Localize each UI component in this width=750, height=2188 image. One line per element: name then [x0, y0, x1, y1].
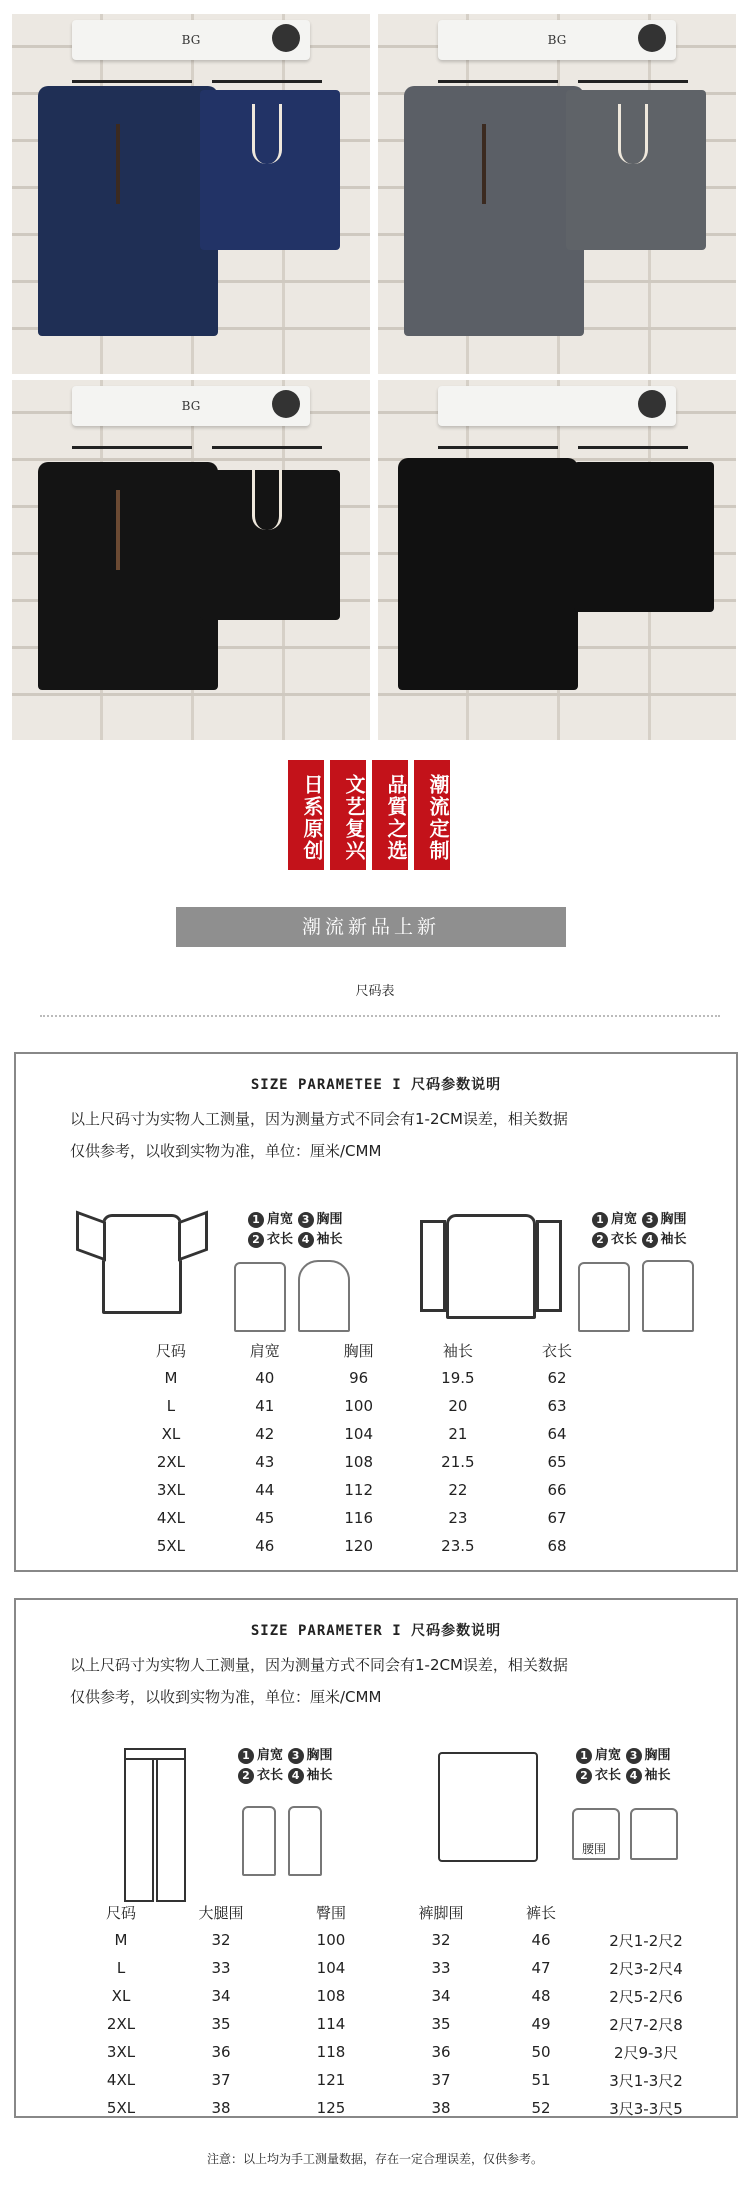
table-cell: 20: [448, 1397, 468, 1415]
legend-label: 肩宽: [595, 1748, 622, 1763]
table-cell: 34: [211, 1987, 231, 2005]
jacket-icon: [642, 1260, 694, 1332]
badge-quality: 品質之选: [372, 760, 408, 870]
table-cell: 49: [531, 2015, 551, 2033]
feature-badges: [288, 760, 450, 870]
joggers-icon: [288, 1806, 322, 1876]
legend-number: 2: [238, 1768, 254, 1784]
legend-label: 胸围: [306, 1748, 333, 1763]
legend-label: 袖长: [306, 1768, 333, 1783]
legend-number: 4: [626, 1768, 642, 1784]
table-cell: 40: [255, 1369, 275, 1387]
table-cell: 3XL: [106, 2043, 136, 2061]
table-header-row: [124, 1336, 604, 1364]
legend-label: 肩宽: [257, 1748, 284, 1763]
table-row: [76, 2038, 706, 2066]
table-cell: 104: [316, 1959, 346, 1977]
legend-label: 肩宽: [267, 1212, 294, 1227]
product-photo-gray: BG: [378, 14, 736, 374]
table-cell: 65: [547, 1453, 567, 1471]
table-cell: 64: [547, 1425, 567, 1443]
table-row: [76, 1982, 706, 2010]
table-cell: M: [114, 1931, 128, 1949]
legend-label: 胸围: [644, 1748, 671, 1763]
bottom-size-table: [76, 1898, 706, 2122]
legend-number: 2: [592, 1232, 608, 1248]
table-row: [124, 1420, 604, 1448]
bottom-size-heading: SIZE PARAMETER I 尺码参数说明: [250, 1623, 502, 1639]
badge-original: 日系原创: [288, 760, 324, 870]
table-cell: 112: [344, 1481, 373, 1499]
legend-label: 袖长: [316, 1232, 343, 1247]
table-cell: 32: [431, 1931, 451, 1949]
legend-number: 4: [298, 1232, 314, 1248]
top-legend-left: [248, 1210, 358, 1250]
table-cell: 66: [547, 1481, 567, 1499]
table-cell: 34: [431, 1987, 451, 2005]
table-cell: L: [166, 1397, 176, 1415]
table-cell: 125: [316, 2099, 346, 2117]
table-cell: 37: [211, 2071, 231, 2089]
table-cell: 33: [211, 1959, 231, 1977]
table-cell: 104: [344, 1425, 373, 1443]
column-header: 衣长: [542, 1341, 573, 1360]
legend-label: 衣长: [257, 1768, 284, 1783]
shorts-icon: [572, 1808, 620, 1860]
table-cell: 47: [531, 1959, 551, 1977]
top-size-heading: SIZE PARAMETEE I 尺码参数说明: [250, 1077, 502, 1093]
table-row: [124, 1532, 604, 1560]
bottom-legend-right: [576, 1746, 686, 1786]
table-row: [124, 1392, 604, 1420]
size-chart-title: 尺码表: [355, 984, 395, 999]
table-cell: 118: [316, 2043, 346, 2061]
table-cell: 41: [255, 1397, 275, 1415]
legend-number: 4: [642, 1232, 658, 1248]
table-cell: 38: [431, 2099, 451, 2117]
product-photo-black-back: [378, 380, 736, 740]
table-cell: 67: [547, 1509, 567, 1527]
legend-label: 胸围: [660, 1212, 687, 1227]
product-photo-navy: BG: [12, 14, 370, 374]
legend-label: 袖长: [644, 1768, 671, 1783]
bottom-size-note-1: 以上尺码寸为实物人工测量，因为测量方式不同会有1-2CM误差，相关数据: [70, 1656, 568, 1674]
table-cell: 43: [255, 1453, 275, 1471]
table-cell: 2尺1-2尺2: [609, 1931, 683, 1950]
column-header: 尺码: [155, 1341, 186, 1360]
column-header: 胸围: [343, 1341, 374, 1360]
legend-number: 3: [298, 1212, 314, 1228]
bottom-legend-left: [238, 1746, 348, 1786]
legend-number: 2: [248, 1232, 264, 1248]
waist-label: 腰围: [582, 1842, 607, 1856]
shirt-icon: [234, 1262, 286, 1332]
table-row: [124, 1504, 604, 1532]
table-row: [76, 1926, 706, 1954]
top-size-note-1: 以上尺码寸为实物人工测量，因为测量方式不同会有1-2CM误差，相关数据: [70, 1110, 568, 1128]
table-cell: 51: [531, 2071, 551, 2089]
column-header: 肩宽: [249, 1341, 280, 1360]
table-cell: 32: [211, 1931, 231, 1949]
table-cell: 2尺7-2尺8: [609, 2015, 683, 2034]
legend-number: 1: [592, 1212, 608, 1228]
table-cell: 2尺9-3尺: [613, 2043, 679, 2062]
pants-diagram: [124, 1752, 154, 1902]
table-cell: 19.5: [441, 1369, 475, 1387]
table-cell: 3尺1-3尺2: [609, 2071, 683, 2090]
tshirt-diagram: [102, 1214, 182, 1314]
table-row: [76, 2094, 706, 2122]
legend-number: 4: [288, 1768, 304, 1784]
table-cell: 35: [431, 2015, 451, 2033]
hoodie-icon: [298, 1260, 350, 1332]
table-cell: 4XL: [106, 2071, 136, 2089]
table-cell: 120: [344, 1537, 373, 1555]
table-cell: XL: [111, 1987, 131, 2005]
shorts-diagram: [438, 1752, 538, 1862]
divider: [40, 1015, 720, 1017]
legend-number: 1: [238, 1748, 254, 1764]
trousers-icon: [242, 1806, 276, 1876]
legend-label: 衣长: [267, 1232, 294, 1247]
column-header: 大腿围: [198, 1903, 244, 1922]
legend-number: 2: [576, 1768, 592, 1784]
table-cell: 36: [431, 2043, 451, 2061]
column-header: 尺码: [105, 1903, 136, 1922]
product-photo-grid: [12, 14, 738, 744]
table-cell: 35: [211, 2015, 231, 2033]
table-cell: 21: [448, 1425, 468, 1443]
table-cell: 44: [255, 1481, 275, 1499]
table-cell: 116: [344, 1509, 373, 1527]
longsleeve-diagram: [446, 1214, 536, 1319]
table-cell: 23: [448, 1509, 468, 1527]
table-row: [76, 2010, 706, 2038]
table-cell: 4XL: [156, 1509, 186, 1527]
table-cell: 2尺5-2尺6: [609, 1987, 683, 2006]
legend-label: 衣长: [595, 1768, 622, 1783]
column-header: 裤长: [525, 1903, 556, 1922]
legend-number: 3: [626, 1748, 642, 1764]
top-size-chart: [14, 1052, 738, 1572]
footer-note: 注意：以上均为手工测量数据，存在一定合理误差，仅供参考。: [206, 2152, 543, 2166]
legend-label: 袖长: [660, 1232, 687, 1247]
table-cell: 21.5: [441, 1453, 475, 1471]
table-cell: 23.5: [441, 1537, 475, 1555]
top-legend-right: [592, 1210, 702, 1250]
table-cell: 50: [531, 2043, 551, 2061]
table-cell: 62: [547, 1369, 567, 1387]
table-row: [76, 2066, 706, 2094]
table-cell: 2XL: [106, 2015, 136, 2033]
legend-number: 1: [248, 1212, 264, 1228]
legend-label: 胸围: [316, 1212, 343, 1227]
table-cell: 33: [431, 1959, 451, 1977]
column-header: 裤脚围: [418, 1903, 464, 1922]
bottom-size-note-2: 仅供参考，以收到实物为准，单位：厘米/CMM: [70, 1688, 382, 1706]
table-cell: 42: [255, 1425, 275, 1443]
table-cell: 5XL: [106, 2099, 136, 2117]
table-cell: 45: [255, 1509, 275, 1527]
table-cell: L: [116, 1959, 126, 1977]
table-cell: 68: [547, 1537, 567, 1555]
table-cell: 46: [531, 1931, 551, 1949]
table-cell: 100: [316, 1931, 346, 1949]
legend-number: 3: [642, 1212, 658, 1228]
legend-number: 3: [288, 1748, 304, 1764]
badge-trend: 潮流定制: [414, 760, 450, 870]
top-size-note-2: 仅供参考，以收到实物为准，单位：厘米/CMM: [70, 1142, 382, 1160]
new-arrival-banner: 潮流新品上新: [176, 907, 566, 947]
table-cell: 37: [431, 2071, 451, 2089]
blazer-icon: [578, 1262, 630, 1332]
table-cell: 114: [316, 2015, 346, 2033]
table-cell: 48: [531, 1987, 551, 2005]
table-row: [76, 1954, 706, 1982]
table-cell: 5XL: [156, 1537, 186, 1555]
table-cell: 121: [316, 2071, 346, 2089]
table-cell: 3尺3-3尺5: [609, 2099, 683, 2118]
top-size-table: [124, 1336, 604, 1560]
table-cell: 2XL: [156, 1453, 186, 1471]
table-cell: 52: [531, 2099, 551, 2117]
table-cell: 108: [316, 1987, 346, 2005]
table-row: [124, 1476, 604, 1504]
bottom-size-chart: [14, 1598, 738, 2118]
table-cell: 36: [211, 2043, 231, 2061]
column-header: 臀围: [315, 1903, 346, 1922]
badge-renaissance: 文艺复兴: [330, 760, 366, 870]
column-header: [586, 1898, 706, 1926]
table-cell: 108: [344, 1453, 373, 1471]
table-cell: M: [164, 1369, 178, 1387]
table-cell: 38: [211, 2099, 231, 2117]
table-cell: 96: [349, 1369, 369, 1387]
product-photo-black-front: BG: [12, 380, 370, 740]
table-header-row: [76, 1898, 706, 1926]
table-cell: 22: [448, 1481, 468, 1499]
table-cell: 63: [547, 1397, 567, 1415]
legend-label: 衣长: [611, 1232, 638, 1247]
table-row: [124, 1364, 604, 1392]
table-row: [124, 1448, 604, 1476]
drawstring-shorts-icon: [630, 1808, 678, 1860]
legend-number: 1: [576, 1748, 592, 1764]
table-cell: 3XL: [156, 1481, 186, 1499]
table-cell: 46: [255, 1537, 275, 1555]
table-cell: XL: [161, 1425, 181, 1443]
table-cell: 2尺3-2尺4: [609, 1959, 683, 1978]
table-cell: 100: [344, 1397, 373, 1415]
column-header: 袖长: [442, 1341, 473, 1360]
legend-label: 肩宽: [611, 1212, 638, 1227]
